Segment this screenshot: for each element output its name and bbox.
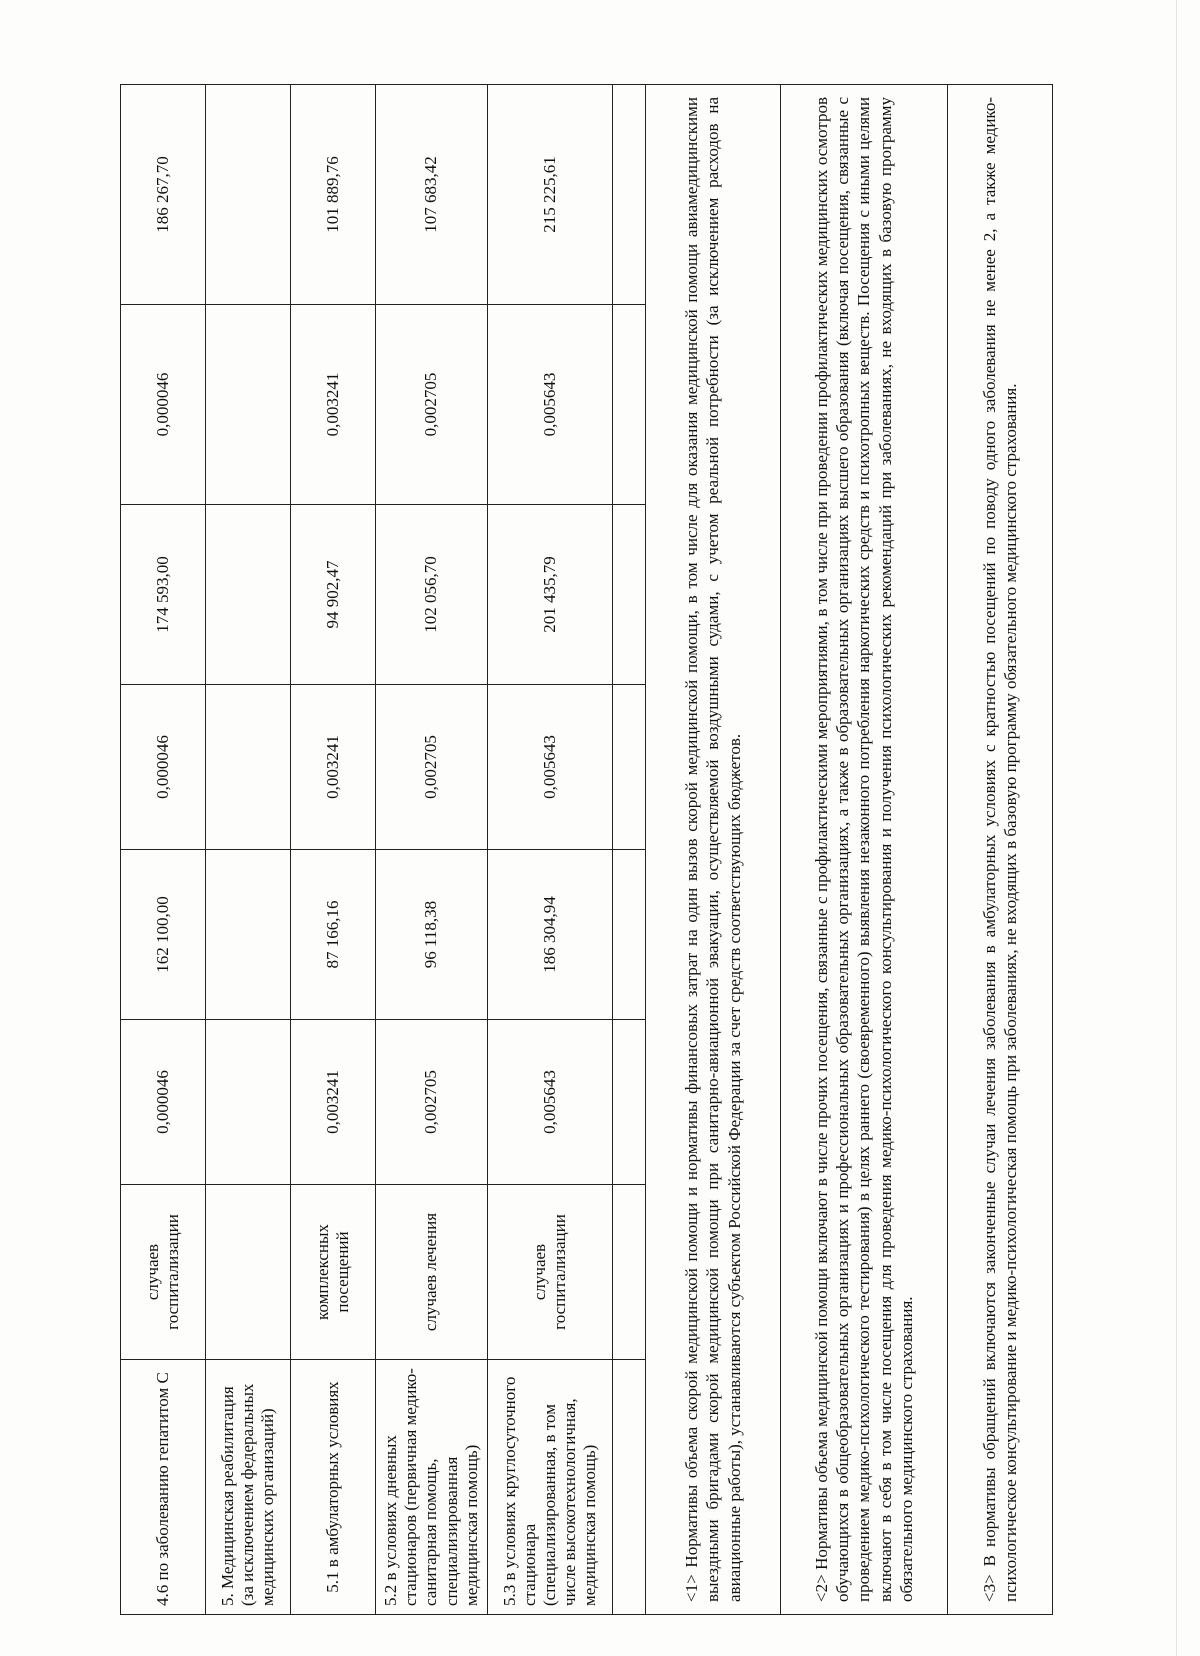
footnote-row — [781, 85, 948, 1615]
cell-value: 0,005643 — [488, 305, 613, 505]
row-label: 5. Медицинская реабилитация (за исключением федеральных медицинских организаций) — [206, 1360, 291, 1615]
cell-value — [206, 1020, 291, 1185]
row-unit: случаев лечения — [376, 1185, 488, 1360]
cell-value: 174 593,00 — [121, 505, 206, 685]
footnote-1: <1> Нормативы объема скорой медицинской помощи и нормативы финансовых затрат на один вызов скорой медицинской помощи, в том числе для оказания медицинской помощи авиамедицинскими выездными бригадами скорой медицинской помощи при санитарно-авиационной эвакуации, осуществляемой воздушными судами, с учетом реальной потребности (за исключением расходов на авиационные работы), устанавливаются субъектом Российской Федерации за счет средств соответствующих бюджетов. — [646, 85, 781, 1615]
cell-value: 87 166,16 — [291, 850, 376, 1020]
row-unit: случаев госпитализации — [121, 1185, 206, 1360]
cell-value: 0,003241 — [291, 305, 376, 505]
row-label: 5.1 в амбулаторных условиях — [291, 1360, 376, 1615]
cell-value: 0,003241 — [291, 1020, 376, 1185]
footnote-2: <2> Нормативы объема медицинской помощи включают в числе прочих посещения, связанные с профилактическими мероприятиями, в том числе при проведении профилактических медицинских осмотров обучающихся в общеобразовательных организациях и профессиональных образовательных организациях, а также в образовательных организациях высшего образования (включая посещения, связанные с проведением медико-психологического тестирования) в целях раннего (своевременного) выявления незаконного потребления наркотических средств и психотропных веществ. Посещения с иными целями включают в себя в том числе посещения для проведения медико-психологического консультирования и получения психологических рекомендаций при заболеваниях, не входящих в базовую программу обязательного медицинского страхования. — [781, 85, 948, 1615]
table-row — [206, 85, 291, 1615]
row-label: 5.3 в условиях круглосуточного стационара (специализированная, в том числе высокотехнологичная, медицинская помощь) — [488, 1360, 613, 1615]
cell-value: 162 100,00 — [121, 850, 206, 1020]
cell-value — [206, 305, 291, 505]
empty-cell — [613, 685, 646, 850]
cell-value — [206, 850, 291, 1020]
empty-cell — [613, 505, 646, 685]
cell-value: 0,002705 — [376, 1020, 488, 1185]
cell-value: 101 889,76 — [291, 85, 376, 305]
empty-cell — [613, 850, 646, 1020]
cell-value: 0,002705 — [376, 305, 488, 505]
cell-value: 0,000046 — [121, 305, 206, 505]
empty-cell — [613, 1020, 646, 1185]
cell-value: 0,003241 — [291, 685, 376, 850]
cell-value: 186 304,94 — [488, 850, 613, 1020]
cell-value: 0,005643 — [488, 1020, 613, 1185]
footnote-row — [646, 85, 781, 1615]
cell-value: 186 267,70 — [121, 85, 206, 305]
table-row — [291, 85, 376, 1615]
empty-cell — [613, 1360, 646, 1615]
cell-value — [206, 85, 291, 305]
empty-cell — [613, 85, 646, 305]
row-unit: комплексных посещений — [291, 1185, 376, 1360]
row-label: 4.6 по заболеванию гепатитом С — [121, 1360, 206, 1615]
table-row — [488, 85, 613, 1615]
cell-value: 102 056,70 — [376, 505, 488, 685]
cell-value: 215 225,61 — [488, 85, 613, 305]
cell-value: 107 683,42 — [376, 85, 488, 305]
empty-cell — [613, 1185, 646, 1360]
footnote-3: <3> В нормативы обращений включаются законченные случаи лечения заболевания в амбулаторных условиях с кратностью посещений по поводу одного заболевания не менее 2, а также медико-психологическое консультирование и медико-психологическая помощь при заболеваниях, не входящих в базовую программу обязательного медицинского страхования. — [948, 85, 1053, 1615]
table-row-empty — [613, 85, 646, 1615]
cell-value: 201 435,79 — [488, 505, 613, 685]
footnote-row — [948, 85, 1053, 1615]
row-label: 5.2 в условиях дневных стационаров (первичная медико-санитарная помощь, специализированная медицинская помощь) — [376, 1360, 488, 1615]
cell-value: 0,002705 — [376, 685, 488, 850]
row-unit: случаев госпитализации — [488, 1185, 613, 1360]
cell-value: 0,000046 — [121, 685, 206, 850]
cell-value: 96 118,38 — [376, 850, 488, 1020]
row-unit — [206, 1185, 291, 1360]
empty-cell — [613, 305, 646, 505]
cell-value — [206, 505, 291, 685]
table-row — [376, 85, 488, 1615]
table-row — [121, 85, 206, 1615]
norms-table — [120, 84, 1053, 1615]
cell-value: 0,000046 — [121, 1020, 206, 1185]
scan-edge-line — [1176, 0, 1177, 1656]
cell-value — [206, 685, 291, 850]
cell-value: 0,005643 — [488, 685, 613, 850]
rotated-sheet — [120, 85, 1020, 1615]
cell-value: 94 902,47 — [291, 505, 376, 685]
